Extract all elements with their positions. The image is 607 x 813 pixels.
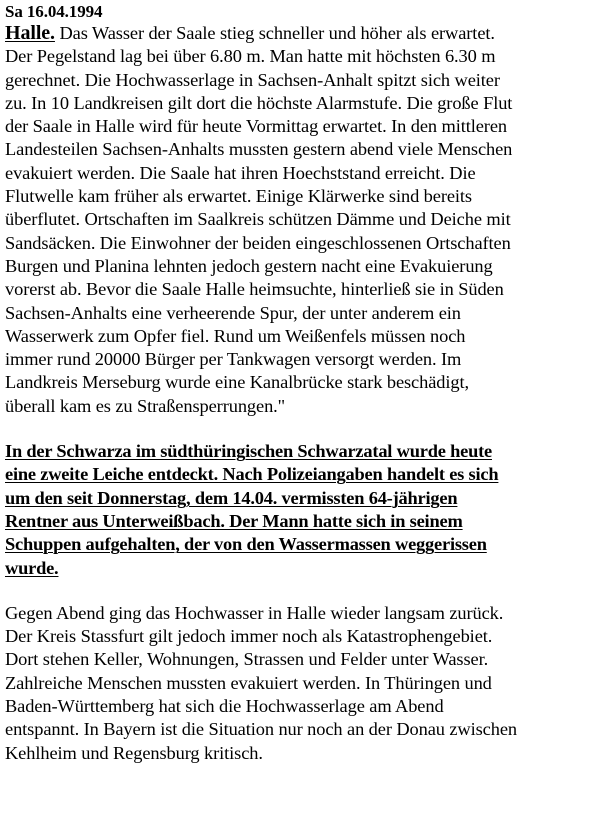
text-line: Kehlheim und Regensburg kritisch. xyxy=(5,742,263,763)
text-line: Der Kreis Stassfurt gilt jedoch immer noch als Katastrophengebiet. xyxy=(5,626,493,647)
text-line: der Saale in Halle wird für heute Vormittag erwartet. In den mittleren xyxy=(5,116,507,137)
paragraph-gap xyxy=(5,418,605,440)
text-line: zu. In 10 Landkreisen gilt dort die höchste Alarmstufe. Die große Flut xyxy=(5,92,513,113)
bold-text-line: wurde. xyxy=(5,557,59,578)
text-line: überall kam es zu Straßensperrungen." xyxy=(5,395,286,416)
text-line: vorerst ab. Bevor die Saale Halle heimsuchte, hinterließ sie in Süden xyxy=(5,279,504,300)
text-line: Landesteilen Sachsen-Anhalts mussten gestern abend viele Menschen xyxy=(5,139,513,160)
bold-text-line: um den seit Donnerstag, dem 14.04. vermissten 64-jährigen xyxy=(5,487,458,508)
paragraph-schwarza xyxy=(5,440,605,580)
text-line: Sachsen-Anhalts eine verheerende Spur, der unter anderem ein xyxy=(5,302,461,323)
text-line: Burgen und Planina lehnten jedoch gestern nacht eine Evakuierung xyxy=(5,255,493,276)
text-line: Flutwelle kam früher als erwartet. Einige Klärwerke sind bereits xyxy=(5,186,472,207)
text-line: überflutet. Ortschaften im Saalkreis schützen Dämme und Deiche mit xyxy=(5,209,511,230)
article xyxy=(5,2,605,765)
text-line: Landkreis Merseburg wurde eine Kanalbrücke stark beschädigt, xyxy=(5,372,469,393)
text-line: gerechnet. Die Hochwasserlage in Sachsen-Anhalt spitzt sich weiter xyxy=(5,69,500,90)
bold-text-line: eine zweite Leiche entdeckt. Nach Polizeiangaben handelt es sich xyxy=(5,464,499,485)
text-line: Wasserwerk zum Opfer fiel. Rund um Weißenfels müssen noch xyxy=(5,325,466,346)
text-line: Gegen Abend ging das Hochwasser in Halle wieder langsam zurück. xyxy=(5,602,504,623)
bold-text-line: Rentner aus Unterweißbach. Der Mann hatte sich in seinem xyxy=(5,510,463,531)
text-line: Baden-Württemberg hat sich die Hochwasserlage am Abend xyxy=(5,696,444,717)
text-line: Zahlreiche Menschen mussten evakuiert werden. In Thüringen und xyxy=(5,672,492,693)
city-name: Halle. xyxy=(5,22,55,44)
paragraph-halle xyxy=(5,22,605,418)
bold-text-line: In der Schwarza im südthüringischen Schwarzatal wurde heute xyxy=(5,441,492,462)
text-line: Sandsäcken. Die Einwohner der beiden eingeschlossenen Ortschaften xyxy=(5,232,511,253)
text-line: immer rund 20000 Bürger per Tankwagen versorgt werden. Im xyxy=(5,349,462,370)
text-line: Dort stehen Keller, Wohnungen, Strassen und Felder unter Wasser. xyxy=(5,649,489,670)
paragraph-gap xyxy=(5,580,605,602)
first-line-text: Das Wasser der Saale stieg schneller und höher als erwartet. xyxy=(54,23,495,43)
text-line: entspannt. In Bayern ist die Situation nur noch an der Donau zwischen xyxy=(5,719,517,740)
paragraph-halle-first-line xyxy=(5,22,605,45)
text-line: Der Pegelstand lag bei über 6.80 m. Man hatte mit höchsten 6.30 m xyxy=(5,46,496,67)
text-line: evakuiert werden. Die Saale hat ihren Hoechststand erreicht. Die xyxy=(5,162,476,183)
paragraph-evening xyxy=(5,602,605,765)
bold-text-line: Schuppen aufgehalten, der von den Wassermassen weggerissen xyxy=(5,534,487,555)
date-line: Sa 16.04.1994 xyxy=(5,2,103,21)
